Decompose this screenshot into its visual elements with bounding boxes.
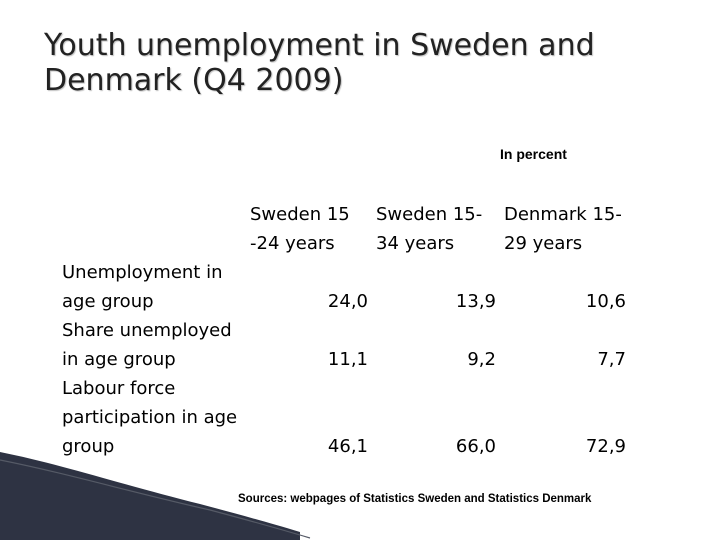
header-empty-cell	[58, 200, 246, 258]
slide-title: Youth unemployment in Sweden and Denmark (Q4 2009)	[44, 28, 595, 98]
table-cell: 7,7	[597, 349, 626, 370]
table-cell: 11,1	[327, 349, 368, 370]
table-cell: 72,9	[585, 436, 626, 457]
column-header: Sweden 15 -24 years	[250, 204, 350, 254]
row-label: Share unemployed in age group	[62, 320, 232, 370]
decorative-swoosh	[0, 440, 720, 540]
table-row	[58, 316, 630, 374]
table-cell: 24,0	[327, 291, 368, 312]
table-cell: 10,6	[585, 291, 626, 312]
data-table	[58, 200, 630, 461]
table-cell: 9,2	[467, 349, 496, 370]
column-header: Denmark 15-29 years	[504, 204, 622, 254]
table-row	[58, 258, 630, 316]
table-cell: 66,0	[455, 436, 496, 457]
row-label: Labour force participation in age group	[62, 378, 238, 457]
row-label: Unemployment in age group	[62, 262, 223, 312]
unit-label: In percent	[500, 146, 567, 162]
column-header: Sweden 15-34 years	[376, 204, 483, 254]
source-note: Sources: webpages of Statistics Sweden and Statistics Denmark	[238, 493, 592, 505]
table-cell: 13,9	[455, 291, 496, 312]
table-header-row	[58, 200, 630, 258]
table-cell: 46,1	[327, 436, 368, 457]
